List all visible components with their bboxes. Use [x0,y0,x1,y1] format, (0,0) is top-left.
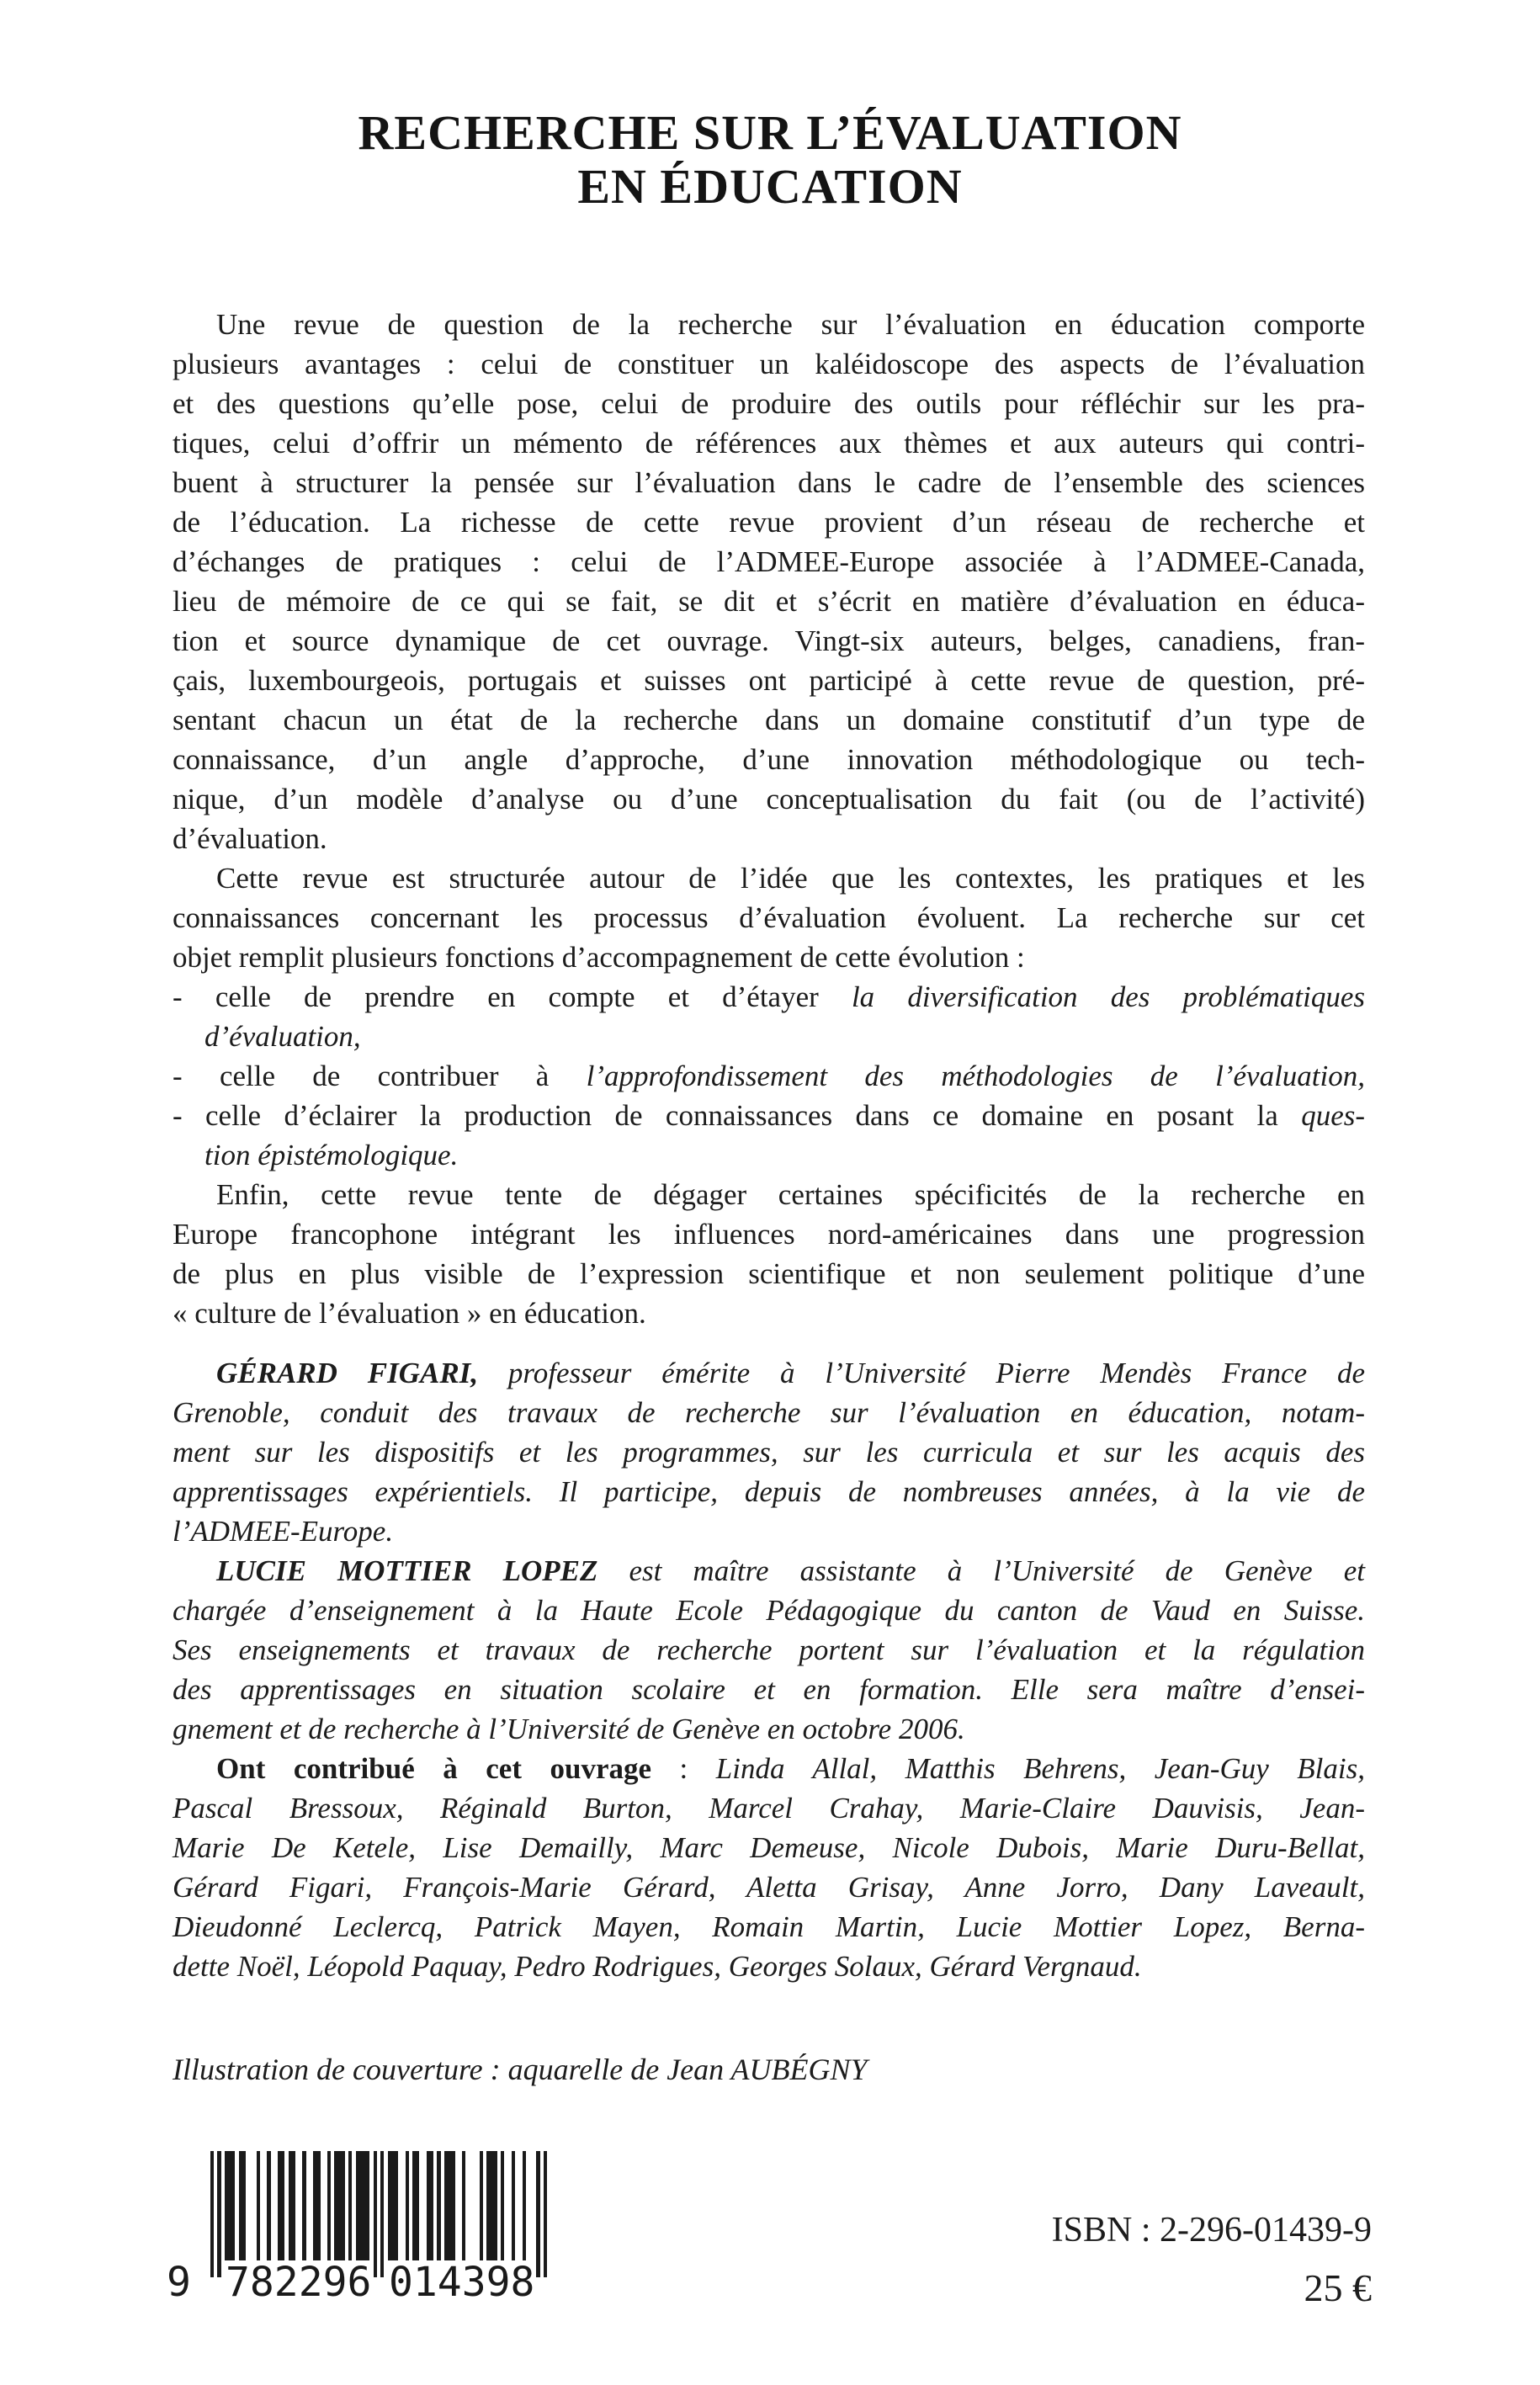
barcode-bar [512,2151,515,2260]
text-line: tiques, celui d’offrir un mémento de références aux thèmes et aux auteurs qui contri- [173,427,1365,459]
text-line: plusieurs avantages : celui de constituer un kaléidoscope des aspects de l’évaluation [173,348,1365,380]
barcode-bar [348,2151,352,2260]
text-line: sentant chacun un état de la recherche dans un domaine constitutif d’un type de [173,704,1365,736]
barcode-bar [501,2151,504,2260]
text-block-paragraph-2 [173,858,1365,977]
barcode-bar [356,2151,370,2260]
text-line: Europe francophone intégrant les influences nord-américaines dans une progression [173,1218,1365,1251]
text-block-paragraph-1 [173,305,1365,858]
text-line: connaissances concernant les processus d’évaluation évoluent. La recherche sur cet [173,901,1365,934]
text-line: - celle de prendre en compte et d’étayer la diversification des problématiques [173,980,1365,1013]
text-line: ment sur les dispositifs et les programmes, sur les curricula et sur les acquis des [173,1436,1365,1469]
barcode-bar [536,2151,539,2277]
text-line: LUCIE MOTTIER LOPEZ est maître assistante à l’Université de Genève et [216,1554,1365,1587]
text-line: des apprentissages en situation scolaire et en formation. Elle sera maître d’ensei- [173,1673,1365,1706]
barcode-bar [486,2151,497,2260]
text-line: nique, d’un modèle d’analyse ou d’une conceptualisation du fait (ou de l’activité) [173,783,1365,815]
body-text [173,305,1365,1986]
text-line: « culture de l’évaluation » en éducation. [173,1297,646,1330]
text-line: GÉRARD FIGARI, professeur émérite à l’Université Pierre Mendès France de [216,1357,1365,1389]
text-line: et des questions qu’elle pose, celui de produire des outils pour réfléchir sur les pra- [173,387,1365,420]
barcode-bar [267,2151,270,2260]
text-block-paragraph-3 [173,1175,1365,1333]
text-line: Dieudonné Leclercq, Patrick Mayen, Romain Martin, Lucie Mottier Lopez, Berna- [173,1910,1365,1943]
barcode-bar [334,2151,345,2260]
text-line: apprentissages expérientiels. Il participe, depuis de nombreuses années, à la vie de [173,1475,1365,1508]
title-line-2: EN ÉDUCATION [577,159,963,214]
text-line: d’évaluation. [173,822,327,855]
barcode-bar [437,2151,440,2260]
barcode-bar [544,2151,547,2277]
text-line: gnement et de recherche à l’Université de Genève en octobre 2006. [173,1713,965,1745]
barcode-bar [523,2151,526,2260]
text-line: Marie De Ketele, Lise Demailly, Marc Demeuse, Nicole Dubois, Marie Duru-Bellat, [173,1831,1365,1864]
barcode-bar [388,2151,399,2260]
text-line: Une revue de question de la recherche sur l’évaluation en éducation comporte [216,308,1365,341]
barcode-bar [374,2151,377,2277]
illustration-credit: Illustration de couverture : aquarelle de Jean AUBÉGNY [173,2053,868,2086]
isbn-text: ISBN : 2-296-01439-9 [1051,2211,1372,2250]
barcode-bar [412,2151,419,2260]
barcode-bar [313,2151,320,2260]
text-line: lieu de mémoire de ce qui se fait, se dit et s’écrit en matière d’évaluation en éduca- [173,585,1365,618]
barcode-bar [210,2151,214,2277]
price-text: 25 € [1304,2266,1372,2309]
text-block-bio-mottier-lopez [173,1551,1365,1749]
barcode-bar [327,2151,331,2260]
text-line: Enfin, cette revue tente de dégager certaines spécificités de la recherche en [216,1178,1365,1211]
text-line: tion épistémologique. [204,1139,459,1171]
barcode-bar [239,2151,246,2260]
barcode-bar [278,2151,284,2260]
barcode-bar [257,2151,260,2260]
barcode-bar [380,2151,384,2277]
text-line: Ont contribué à cet ouvrage : Linda Allal, Matthis Behrens, Jean-Guy Blais, [216,1752,1366,1785]
text-line: d’échanges de pratiques : celui de l’ADMEE-Europe associée à l’ADMEE-Canada, [173,545,1365,578]
barcode-bar [302,2151,305,2260]
text-line: Gérard Figari, François-Marie Gérard, Aletta Grisay, Anne Jorro, Dany Laveault, [173,1871,1365,1904]
text-block-bio-figari [173,1353,1365,1551]
text-line: buent à structurer la pensée sur l’évaluation dans le cadre de l’ensemble des sciences [173,466,1365,499]
text-line: çais, luxembourgeois, portugais et suisses ont participé à cette revue de question, pré- [173,664,1365,697]
barcode-bar [217,2151,220,2277]
barcode-bar [225,2151,236,2260]
barcode-bar [427,2151,433,2260]
barcode-bar [289,2151,295,2260]
text-line: Pascal Bressoux, Réginald Burton, Marcel Crahay, Marie-Claire Dauvisis, Jean- [173,1792,1365,1825]
text-block-list-functions [173,977,1365,1175]
barcode-digit-first: 9 [167,2259,191,2306]
barcode-bar [406,2151,409,2260]
text-line: Ses enseignements et travaux de recherche portent sur l’évaluation et la régulation [173,1633,1365,1666]
page-title [0,106,1540,214]
text-line: Grenoble, conduit des travaux de recherche sur l’évaluation en éducation, notam- [173,1396,1365,1429]
text-line: chargée d’enseignement à la Haute Ecole Pédagogique du canton de Vaud en Suisse. [173,1594,1365,1627]
barcode-digits-right-group: 014398 [389,2259,535,2306]
text-line: de l’éducation. La richesse de cette revue provient d’un réseau de recherche et [173,506,1365,539]
barcode-bar [462,2151,465,2260]
barcode-bar [480,2151,483,2260]
text-line: objet remplit plusieurs fonctions d’accompagnement de cette évolution : [173,941,1025,974]
title-line-1: RECHERCHE SUR L’ÉVALUATION [358,105,1182,160]
text-line: Cette revue est structurée autour de l’idée que les contextes, les pratiques et les [216,862,1365,895]
text-line: de plus en plus visible de l’expression scientifique et non seulement politique d’une [173,1257,1365,1290]
barcode-digits-left-group: 782296 [226,2259,372,2306]
text-line: connaissance, d’un angle d’approche, d’une innovation méthodologique ou tech- [173,743,1365,776]
text-line: dette Noël, Léopold Paquay, Pedro Rodrigues, Georges Solaux, Gérard Vergnaud. [173,1950,1142,1983]
text-line: - celle de contribuer à l’approfondissement des méthodologies de l’évaluation, [173,1060,1365,1092]
barcode-bar [444,2151,455,2260]
text-block-contributors [173,1749,1365,1986]
text-line: d’évaluation, [204,1020,361,1053]
text-line: - celle d’éclairer la production de connaissances dans ce domaine en posant la ques- [173,1099,1365,1132]
text-line: l’ADMEE-Europe. [173,1515,394,1548]
text-line: tion et source dynamique de cet ouvrage. Vingt-six auteurs, belges, canadiens, fran- [173,624,1365,657]
